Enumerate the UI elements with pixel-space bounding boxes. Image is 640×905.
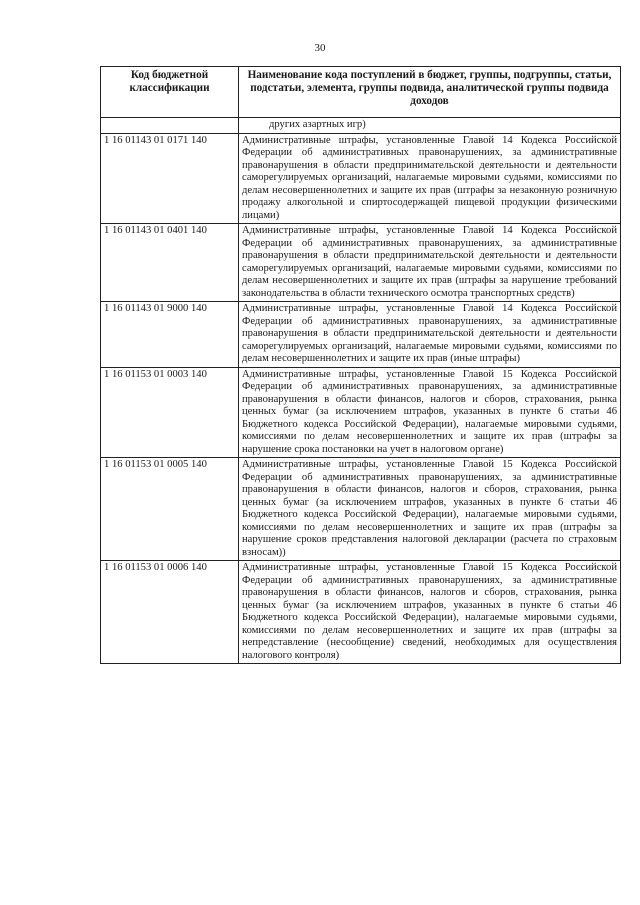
revenue-description: Административные штрафы, установленные Главой 15 Кодекса Российской Федерации об административных правонарушениях, за административные правонарушения в области финансов, налогов и сборов, страхования, рынка ценных бумаг (за исключением штрафов, указанных в пункте 6 статьи 46 Бюджетного кодекса Российской Федерации), налагаемые мировыми судьями, комиссиями по делам несовершеннолетних и защите их прав (штрафы за непредставление (несообщение) сведений, необходимых для осуществления налогового контроля) <box>239 561 621 664</box>
table-row <box>101 367 621 458</box>
revenue-description: Административные штрафы, установленные Главой 14 Кодекса Российской Федерации об административных правонарушениях, за административные правонарушения в области предпринимательской деятельности и деятельности саморегулируемых организаций, налагаемые мировыми судьями, комиссиями по делам несовершеннолетних и защите их прав (иные штрафы) <box>239 302 621 368</box>
revenue-description: Административные штрафы, установленные Главой 14 Кодекса Российской Федерации об административных правонарушениях, за административные правонарушения в области предпринимательской деятельности и деятельности саморегулируемых организаций, налагаемые мировыми судьями, комиссиями по делам несовершеннолетних и защите их прав (штрафы за незаконную розничную продажу алкогольной и спиртосодержащей пищевой продукции физическими лицами) <box>239 133 621 224</box>
revenue-description: Административные штрафы, установленные Главой 14 Кодекса Российской Федерации об административных правонарушениях, за административные правонарушения в области предпринимательской деятельности и деятельности саморегулируемых организаций, налагаемые мировыми судьями, комиссиями по делам несовершеннолетних и защите их прав (штрафы за нарушение требований законодательства в области технического осмотра транспортных средств) <box>239 224 621 302</box>
budget-code: 1 16 01153 01 0005 140 <box>101 458 239 561</box>
budget-code: 1 16 01143 01 0171 140 <box>101 133 239 224</box>
table-row <box>101 224 621 302</box>
table-row <box>101 458 621 561</box>
continuation-code-cell <box>101 118 239 134</box>
table-row <box>101 302 621 368</box>
table-row <box>101 561 621 664</box>
continuation-row <box>101 118 621 134</box>
page-number: 30 <box>314 42 326 54</box>
budget-code: 1 16 01143 01 0401 140 <box>101 224 239 302</box>
revenue-description: Административные штрафы, установленные Главой 15 Кодекса Российской Федерации об административных правонарушениях, за административные правонарушения в области финансов, налогов и сборов, страхования, рынка ценных бумаг (за исключением штрафов, указанных в пункте 6 статьи 46 Бюджетного кодекса Российской Федерации), налагаемые мировыми судьями, комиссиями по делам несовершеннолетних и защите их прав (штрафы за нарушение срока постановки на учет в налоговом органе) <box>239 367 621 458</box>
budget-code: 1 16 01143 01 9000 140 <box>101 302 239 368</box>
budget-classification-table <box>100 66 621 664</box>
table-header-row <box>101 67 621 118</box>
continuation-text: других азартных игр) <box>239 118 621 134</box>
header-name-column: Наименование кода поступлений в бюджет, группы, подгруппы, статьи, подстатьи, элемента, группы подвида, аналитической группы подвида доходов <box>239 67 621 118</box>
header-code-column: Код бюджетной классификации <box>101 67 239 118</box>
budget-code: 1 16 01153 01 0006 140 <box>101 561 239 664</box>
table-row <box>101 133 621 224</box>
budget-code: 1 16 01153 01 0003 140 <box>101 367 239 458</box>
revenue-description: Административные штрафы, установленные Главой 15 Кодекса Российской Федерации об административных правонарушениях, за административные правонарушения в области финансов, налогов и сборов, страхования, рынка ценных бумаг (за исключением штрафов, указанных в пункте 6 статьи 46 Бюджетного кодекса Российской Федерации), налагаемые мировыми судьями, комиссиями по делам несовершеннолетних и защите их прав (штрафы за нарушение сроков представления налоговой декларации (расчета по страховым взносам)) <box>239 458 621 561</box>
